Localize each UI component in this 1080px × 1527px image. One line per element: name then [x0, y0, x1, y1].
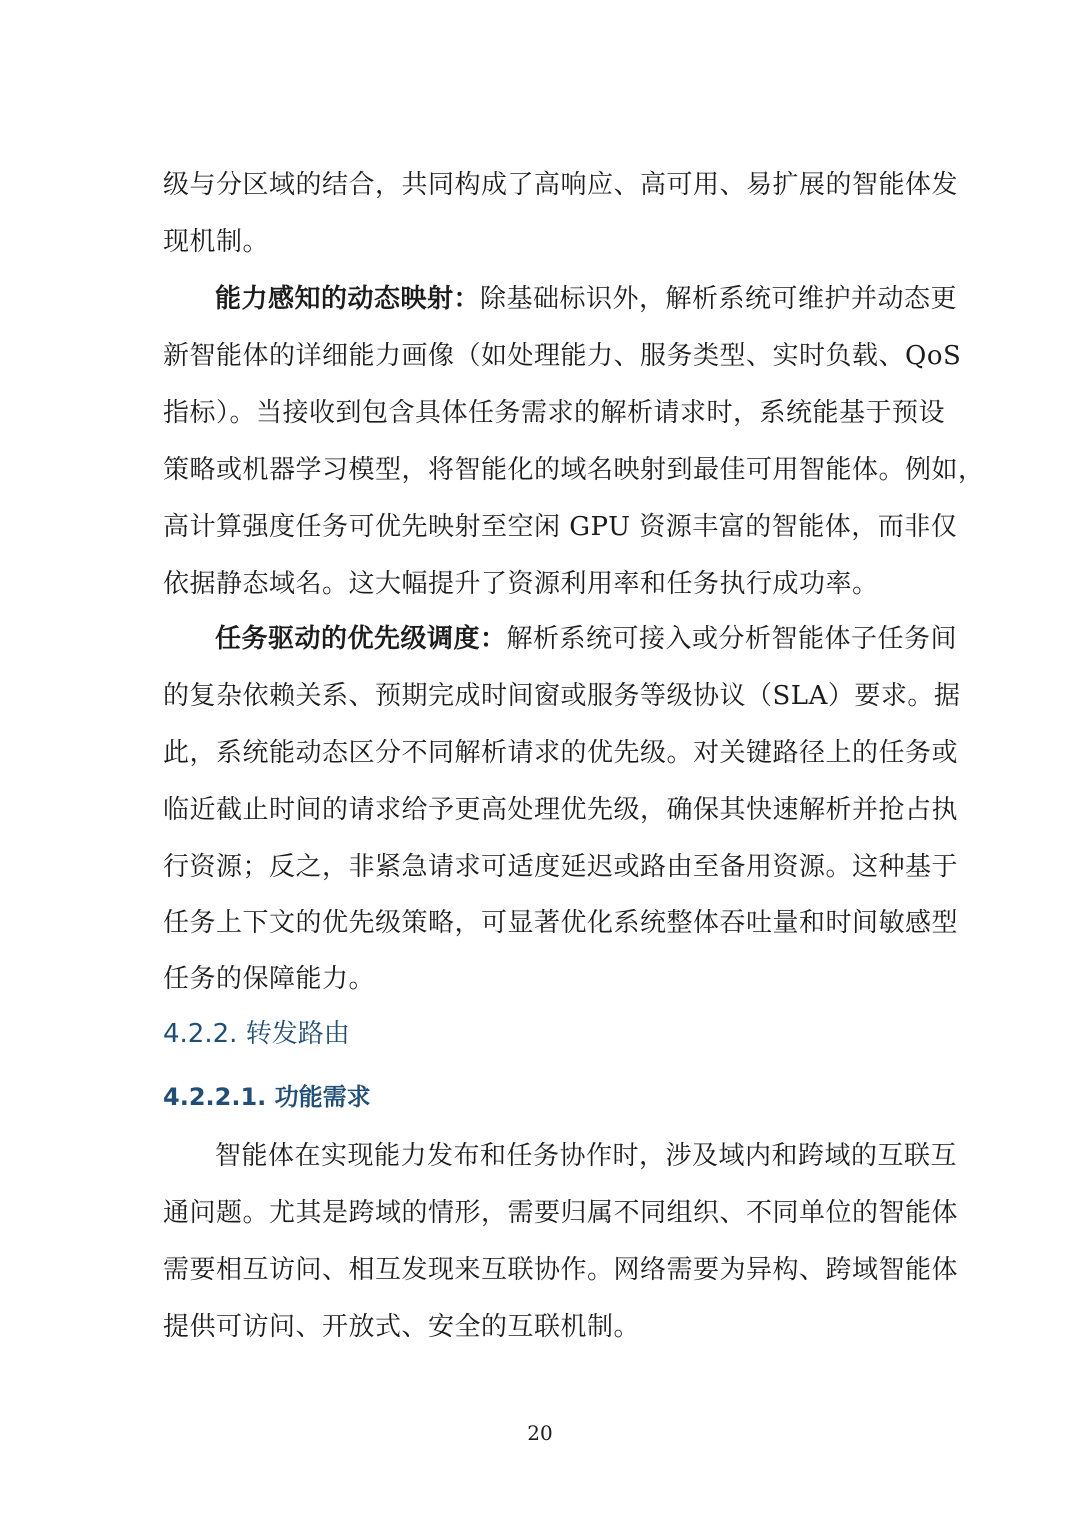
paragraph-line: 智能体在实现能力发布和任务协作时，涉及域内和跨域的互联互	[215, 1141, 958, 1171]
paragraph-lead-term: 能力感知的动态映射：	[215, 284, 481, 314]
section-title: 转发路由	[245, 1019, 350, 1049]
paragraph-line: 通问题。尤其是跨域的情形，需要归属不同组织、不同单位的智能体	[163, 1198, 959, 1228]
paragraph-text: 除基础标识外，解析系统可维护并动态更	[480, 284, 958, 314]
paragraph-text: 解析系统可接入或分析智能体子任务间	[506, 624, 958, 654]
section-number: 4.2.2.	[163, 1019, 238, 1049]
paragraph-lead-term: 任务驱动的优先级调度：	[215, 624, 507, 654]
paragraph-line: 临近截止时间的请求给予更高处理优先级，确保其快速解析并抢占执	[163, 795, 959, 825]
paragraph-line: 指标）。当接收到包含具体任务需求的解析请求时，系统能基于预设	[163, 398, 946, 428]
paragraph-line: 依据静态域名。这大幅提升了资源利用率和任务执行成功率。	[163, 569, 879, 599]
page-content	[163, 0, 985, 1527]
subsection-number: 4.2.2.1.	[163, 1083, 267, 1111]
paragraph-line: 任务的保障能力。	[163, 964, 376, 994]
paragraph-line: 提供可访问、开放式、安全的互联机制。	[163, 1312, 641, 1342]
paragraph-line: 行资源；反之，非紧急请求可适度延迟或路由至备用资源。这种基于	[163, 852, 959, 882]
paragraph-line: 级与分区域的结合，共同构成了高响应、高可用、易扩展的智能体发	[163, 170, 959, 200]
paragraph-line: 此，系统能动态区分不同解析请求的优先级。对关键路径上的任务或	[163, 738, 959, 768]
paragraph-line: 高计算强度任务可优先映射至空闲 GPU 资源丰富的智能体，而非仅	[163, 512, 958, 542]
paragraph-line	[163, 622, 958, 656]
section-heading	[163, 1016, 350, 1052]
subsection-heading	[163, 1080, 371, 1114]
subsection-title: 功能需求	[274, 1083, 371, 1111]
paragraph-line: 需要相互访问、相互发现来互联协作。网络需要为异构、跨域智能体	[163, 1255, 959, 1285]
paragraph-line	[163, 282, 958, 316]
paragraph-line: 新智能体的详细能力画像（如处理能力、服务类型、实时负载、QoS	[163, 341, 962, 371]
paragraph-line: 任务上下文的优先级策略，可显著优化系统整体吞吐量和时间敏感型	[163, 908, 959, 938]
page-number: 20	[527, 1421, 553, 1445]
paragraph-line: 的复杂依赖关系、预期完成时间窗或服务等级协议（SLA）要求。据	[163, 681, 961, 711]
paragraph-line: 现机制。	[163, 227, 270, 257]
paragraph-line: 策略或机器学习模型，将智能化的域名映射到最佳可用智能体。例如，	[163, 455, 985, 485]
